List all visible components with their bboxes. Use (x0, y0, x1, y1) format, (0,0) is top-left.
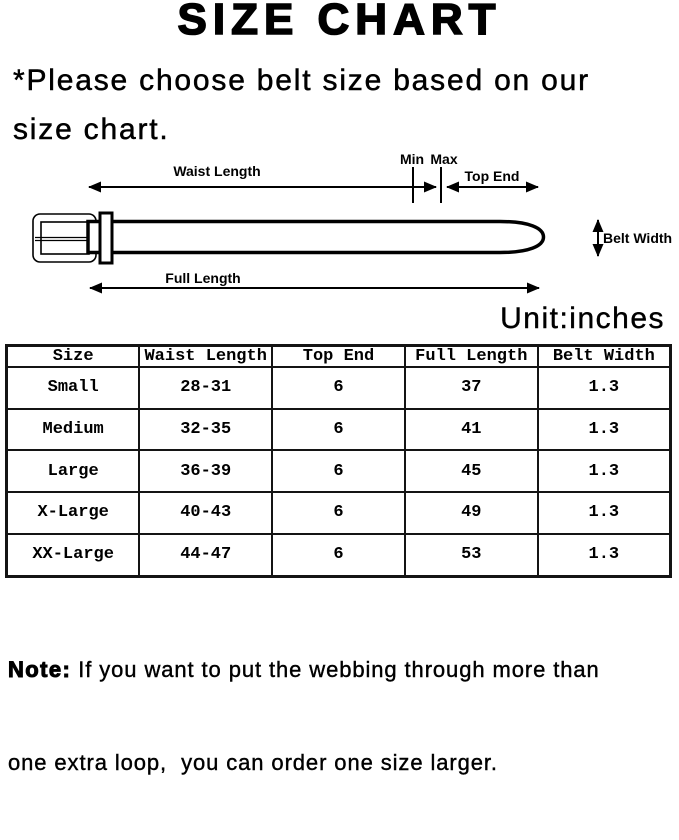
belt-strap (88, 222, 544, 253)
table-cell: XX-Large (7, 534, 140, 577)
note-line-1-text: If you want to put the webbing through more than (71, 657, 600, 682)
top-end-label: Top End (464, 168, 520, 184)
belt-keeper (100, 213, 112, 263)
table-row-medium (7, 409, 671, 451)
table-cell: Medium (7, 409, 140, 451)
table-cell: 6 (272, 534, 405, 577)
table-cell: 1.3 (538, 534, 671, 577)
table-cell: 49 (405, 492, 538, 534)
table-cell: 40-43 (139, 492, 272, 534)
note-line-2: one extra loop, you can order one size larger. (8, 750, 498, 775)
table-row-x-large (7, 492, 671, 534)
belt-width-label: Belt Width (603, 230, 673, 246)
table-cell: Large (7, 450, 140, 492)
size-table (5, 344, 672, 578)
intro-line-2: size chart. (13, 113, 170, 146)
column-header-belt-width: Belt Width (538, 346, 671, 368)
column-header-top-end: Top End (272, 346, 405, 368)
page-title: SIZE CHART (177, 0, 502, 44)
column-header-full-length: Full Length (405, 346, 538, 368)
table-row-xx-large (7, 534, 671, 577)
table-cell: 6 (272, 367, 405, 409)
column-header-size: Size (7, 346, 140, 368)
belt-illustration (33, 213, 544, 263)
waist-length-label: Waist Length (173, 163, 261, 179)
full-length-label: Full Length (165, 270, 241, 286)
table-cell: 36-39 (139, 450, 272, 492)
table-cell: 1.3 (538, 409, 671, 451)
table-cell: 32-35 (139, 409, 272, 451)
table-cell: 1.3 (538, 367, 671, 409)
min-label: Min (399, 151, 425, 167)
intro-line-1: *Please choose belt size based on our (13, 64, 590, 97)
table-cell: 6 (272, 409, 405, 451)
table-cell: 1.3 (538, 450, 671, 492)
column-header-waist-length: Waist Length (139, 346, 272, 368)
table-cell: 45 (405, 450, 538, 492)
table-cell: 28-31 (139, 367, 272, 409)
intro-text (13, 56, 673, 154)
table-row-large (7, 450, 671, 492)
note-label: Note: (8, 657, 72, 682)
table-header-row (7, 346, 671, 368)
table-cell: 37 (405, 367, 538, 409)
max-label: Max (430, 151, 458, 167)
table-cell: 6 (272, 492, 405, 534)
table-cell: 41 (405, 409, 538, 451)
table-cell: 6 (272, 450, 405, 492)
note-text (8, 592, 600, 840)
table-row-small (7, 367, 671, 409)
table-cell: 1.3 (538, 492, 671, 534)
belt-measurement-diagram (0, 145, 679, 305)
table-cell: Small (7, 367, 140, 409)
table-cell: X-Large (7, 492, 140, 534)
table-cell: 44-47 (139, 534, 272, 577)
table-cell: 53 (405, 534, 538, 577)
unit-label: Unit:inches (500, 302, 665, 335)
note-line-1 (8, 654, 600, 685)
